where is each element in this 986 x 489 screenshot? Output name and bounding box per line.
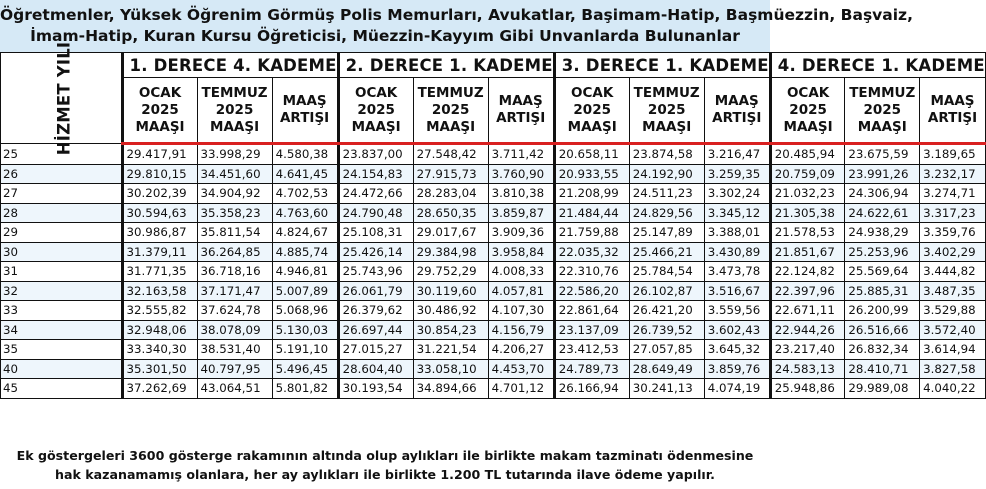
column-header-line: MAAŞ: [714, 93, 759, 109]
salary-cell: 26.061,79: [338, 281, 413, 301]
salary-cell: 5.068,96: [272, 301, 338, 321]
ocak-column-header: [122, 78, 197, 144]
salary-cell: 29.989,08: [845, 379, 920, 399]
salary-cell: 32.555,82: [122, 301, 197, 321]
hizmet-yili-cell: 31: [1, 262, 123, 282]
column-header-line: 2025: [357, 101, 395, 118]
salary-cell: 3.958,84: [488, 242, 554, 262]
salary-cell: 22.397,96: [770, 281, 845, 301]
column-header-line: TEMMUZ: [201, 84, 268, 101]
hizmet-yili-cell: 33: [1, 301, 123, 321]
salary-cell: 3.909,36: [488, 223, 554, 243]
footnote: [0, 443, 770, 489]
column-header-line: ARTIŞI: [712, 110, 762, 126]
salary-cell: 3.317,23: [920, 203, 986, 223]
salary-cell: 25.108,31: [338, 223, 413, 243]
artis-column-header: [488, 78, 554, 144]
column-header-line: MAAŞI: [567, 118, 617, 135]
salary-cell: 22.124,82: [770, 262, 845, 282]
salary-cell: 22.586,20: [554, 281, 629, 301]
salary-cell: 33.340,30: [122, 340, 197, 360]
salary-cell: 3.430,89: [704, 242, 770, 262]
salary-cell: 25.426,14: [338, 242, 413, 262]
group-header: 3. DERECE 1. KADEME: [554, 53, 770, 78]
column-header-line: OCAK: [138, 84, 182, 101]
hizmet-yili-cell: 26: [1, 164, 123, 184]
salary-cell: 4.107,30: [488, 301, 554, 321]
salary-cell: 30.193,54: [338, 379, 413, 399]
table-row: [1, 262, 986, 282]
salary-cell: 22.944,26: [770, 320, 845, 340]
salary-cell: 38.531,40: [197, 340, 272, 360]
temmuz-column-header: [629, 78, 704, 144]
salary-cell: 3.259,35: [704, 164, 770, 184]
column-header-line: 2025: [573, 101, 611, 118]
column-header-line: 2025: [141, 101, 179, 118]
salary-cell: 21.484,44: [554, 203, 629, 223]
salary-cell: 4.008,33: [488, 262, 554, 282]
column-header-line: MAAŞ: [498, 93, 543, 109]
salary-cell: 29.384,98: [413, 242, 488, 262]
salary-cell: 43.064,51: [197, 379, 272, 399]
salary-cell: 4.206,27: [488, 340, 554, 360]
salary-cell: 22.861,64: [554, 301, 629, 321]
salary-cell: 36.718,16: [197, 262, 272, 282]
salary-cell: 24.583,13: [770, 359, 845, 379]
salary-cell: 26.516,66: [845, 320, 920, 340]
salary-cell: 30.119,60: [413, 281, 488, 301]
table-row: [1, 320, 986, 340]
salary-cell: 4.702,53: [272, 184, 338, 204]
salary-cell: 26.200,99: [845, 301, 920, 321]
group-header: 1. DERECE 4. KADEME: [122, 53, 338, 78]
column-header-line: ARTIŞI: [496, 110, 546, 126]
salary-cell: 5.191,10: [272, 340, 338, 360]
salary-cell: 22.310,76: [554, 262, 629, 282]
table-row: [1, 184, 986, 204]
column-header-line: TEMMUZ: [633, 84, 700, 101]
salary-cell: 27.915,73: [413, 164, 488, 184]
salary-cell: 25.743,96: [338, 262, 413, 282]
salary-cell: 34.451,60: [197, 164, 272, 184]
ocak-column-header: [770, 78, 845, 144]
salary-cell: 22.671,11: [770, 301, 845, 321]
salary-cell: 5.007,89: [272, 281, 338, 301]
salary-cell: 30.594,63: [122, 203, 197, 223]
salary-cell: 4.885,74: [272, 242, 338, 262]
salary-cell: 3.810,38: [488, 184, 554, 204]
salary-cell: 4.057,81: [488, 281, 554, 301]
table-row: [1, 340, 986, 360]
salary-cell: 26.739,52: [629, 320, 704, 340]
table-row: [1, 144, 986, 165]
salary-cell: 3.859,87: [488, 203, 554, 223]
salary-cell: 24.511,23: [629, 184, 704, 204]
table-body: [1, 144, 986, 399]
salary-cell: 4.040,22: [920, 379, 986, 399]
salary-cell: 4.946,81: [272, 262, 338, 282]
title-line-2: İmam-Hatip, Kuran Kursu Öğreticisi, Müezzin-Kayyım Gibi Unvanlarda Bulunanlar: [30, 27, 740, 45]
column-header-line: 2025: [863, 101, 902, 118]
column-header-line: OCAK: [354, 84, 398, 101]
salary-cell: 21.578,53: [770, 223, 845, 243]
salary-cell: 21.851,67: [770, 242, 845, 262]
salary-cell: 4.453,70: [488, 359, 554, 379]
column-header-line: OCAK: [786, 84, 830, 101]
salary-cell: 4.580,38: [272, 144, 338, 165]
salary-cell: 24.622,61: [845, 203, 920, 223]
column-header-line: 2025: [215, 101, 254, 118]
salary-cell: 30.986,87: [122, 223, 197, 243]
salary-cell: 25.569,64: [845, 262, 920, 282]
ocak-column-header: [554, 78, 629, 144]
salary-cell: 3.572,40: [920, 320, 986, 340]
salary-cell: 3.487,35: [920, 281, 986, 301]
hizmet-yili-cell: 32: [1, 281, 123, 301]
salary-cell: 3.216,47: [704, 144, 770, 165]
salary-cell: 3.402,29: [920, 242, 986, 262]
group-header-row: [1, 53, 986, 78]
salary-cell: 28.410,71: [845, 359, 920, 379]
salary-cell: 4.156,79: [488, 320, 554, 340]
page-title: [0, 0, 913, 52]
salary-cell: 35.811,54: [197, 223, 272, 243]
salary-cell: 20.933,55: [554, 164, 629, 184]
salary-cell: 30.854,23: [413, 320, 488, 340]
table-row: [1, 164, 986, 184]
salary-cell: 28.650,35: [413, 203, 488, 223]
salary-cell: 28.649,49: [629, 359, 704, 379]
salary-cell: 31.771,35: [122, 262, 197, 282]
artis-column-header: [704, 78, 770, 144]
title-line-1: Öğretmenler, Yüksek Öğrenim Görmüş Polis Memurları, Avukatlar, Başimam-Hatip, Başmüezzin, Başvaiz,: [0, 6, 913, 24]
salary-cell: 3.388,01: [704, 223, 770, 243]
salary-cell: 34.904,92: [197, 184, 272, 204]
salary-cell: 31.379,11: [122, 242, 197, 262]
salary-cell: 23.991,26: [845, 164, 920, 184]
salary-cell: 29.810,15: [122, 164, 197, 184]
salary-cell: 38.078,09: [197, 320, 272, 340]
column-header-line: MAAŞI: [351, 118, 401, 135]
salary-cell: 26.166,94: [554, 379, 629, 399]
salary-cell: 30.241,13: [629, 379, 704, 399]
salary-cell: 37.262,69: [122, 379, 197, 399]
salary-cell: 29.417,91: [122, 144, 197, 165]
salary-cell: 23.874,58: [629, 144, 704, 165]
footnote-line-2: hak kazanamamış olanlara, her ay aylıkları ile birlikte 1.200 TL tutarında ilave ödeme yapılır.: [55, 467, 715, 482]
salary-cell: 27.548,42: [413, 144, 488, 165]
salary-cell: 21.305,38: [770, 203, 845, 223]
salary-cell: 33.998,29: [197, 144, 272, 165]
salary-cell: 29.017,67: [413, 223, 488, 243]
temmuz-column-header: [845, 78, 920, 144]
salary-cell: 4.701,12: [488, 379, 554, 399]
salary-cell: 25.784,54: [629, 262, 704, 282]
hizmet-yili-cell: 28: [1, 203, 123, 223]
salary-cell: 23.412,53: [554, 340, 629, 360]
salary-cell: 25.948,86: [770, 379, 845, 399]
salary-cell: 37.171,47: [197, 281, 272, 301]
salary-cell: 26.102,87: [629, 281, 704, 301]
column-header-line: 2025: [431, 101, 470, 118]
salary-cell: 3.189,65: [920, 144, 986, 165]
table-row: [1, 359, 986, 379]
salary-cell: 32.948,06: [122, 320, 197, 340]
salary-cell: 3.359,76: [920, 223, 986, 243]
hizmet-yili-header: HİZMET YILI: [1, 53, 123, 144]
column-header-line: MAAŞI: [426, 118, 476, 135]
hizmet-yili-cell: 35: [1, 340, 123, 360]
salary-cell: 3.827,58: [920, 359, 986, 379]
salary-cell: 3.602,43: [704, 320, 770, 340]
salary-cell: 23.675,59: [845, 144, 920, 165]
table-row: [1, 301, 986, 321]
salary-cell: 25.147,89: [629, 223, 704, 243]
salary-cell: 3.529,88: [920, 301, 986, 321]
table-row: [1, 281, 986, 301]
salary-cell: 5.496,45: [272, 359, 338, 379]
hizmet-yili-cell: 34: [1, 320, 123, 340]
salary-cell: 24.829,56: [629, 203, 704, 223]
salary-cell: 23.837,00: [338, 144, 413, 165]
salary-cell: 25.466,21: [629, 242, 704, 262]
salary-cell: 4.074,19: [704, 379, 770, 399]
salary-cell: 33.058,10: [413, 359, 488, 379]
salary-cell: 4.763,60: [272, 203, 338, 223]
salary-cell: 21.032,23: [770, 184, 845, 204]
hizmet-yili-cell: 30: [1, 242, 123, 262]
salary-cell: 3.473,78: [704, 262, 770, 282]
salary-cell: 24.154,83: [338, 164, 413, 184]
hizmet-yili-cell: 45: [1, 379, 123, 399]
salary-cell: 24.192,90: [629, 164, 704, 184]
column-header-line: MAAŞ: [282, 93, 327, 109]
column-header-line: 2025: [789, 101, 827, 118]
footnote-line-1: Ek göstergeleri 3600 gösterge rakamının altında olup aylıkları ile birlikte makam tazminatı ödenmesine: [16, 448, 754, 463]
artis-column-header: [272, 78, 338, 144]
salary-cell: 24.790,48: [338, 203, 413, 223]
salary-cell: 24.472,66: [338, 184, 413, 204]
salary-cell: 24.306,94: [845, 184, 920, 204]
salary-cell: 35.358,23: [197, 203, 272, 223]
salary-cell: 24.789,73: [554, 359, 629, 379]
group-header: 4. DERECE 1. KADEME: [770, 53, 985, 78]
salary-cell: 34.894,66: [413, 379, 488, 399]
column-header-line: MAAŞI: [210, 118, 260, 135]
salary-cell: 21.759,88: [554, 223, 629, 243]
salary-cell: 4.641,45: [272, 164, 338, 184]
artis-column-header: [920, 78, 986, 144]
hizmet-yili-cell: 25: [1, 144, 123, 165]
salary-cell: 3.760,90: [488, 164, 554, 184]
salary-cell: 3.345,12: [704, 203, 770, 223]
salary-cell: 30.202,39: [122, 184, 197, 204]
salary-cell: 5.130,03: [272, 320, 338, 340]
salary-cell: 26.379,62: [338, 301, 413, 321]
salary-cell: 30.486,92: [413, 301, 488, 321]
group-header: 2. DERECE 1. KADEME: [338, 53, 554, 78]
salary-cell: 3.516,67: [704, 281, 770, 301]
salary-cell: 3.614,94: [920, 340, 986, 360]
salary-cell: 20.485,94: [770, 144, 845, 165]
salary-cell: 20.658,11: [554, 144, 629, 165]
column-header-line: TEMMUZ: [417, 84, 484, 101]
salary-cell: 26.697,44: [338, 320, 413, 340]
salary-cell: 3.302,24: [704, 184, 770, 204]
column-header-line: ARTIŞI: [279, 110, 330, 126]
salary-cell: 31.221,54: [413, 340, 488, 360]
salary-cell: 26.832,34: [845, 340, 920, 360]
salary-cell: 3.711,42: [488, 144, 554, 165]
ocak-column-header: [338, 78, 413, 144]
hizmet-yili-cell: 27: [1, 184, 123, 204]
table-row: [1, 223, 986, 243]
salary-cell: 36.264,85: [197, 242, 272, 262]
column-header-line: MAAŞI: [783, 118, 833, 135]
salary-cell: 3.559,56: [704, 301, 770, 321]
salary-cell: 28.604,40: [338, 359, 413, 379]
salary-cell: 3.859,76: [704, 359, 770, 379]
temmuz-column-header: [413, 78, 488, 144]
salary-cell: 3.444,82: [920, 262, 986, 282]
salary-cell: 28.283,04: [413, 184, 488, 204]
salary-cell: 3.274,71: [920, 184, 986, 204]
hizmet-yili-cell: 29: [1, 223, 123, 243]
salary-cell: 32.163,58: [122, 281, 197, 301]
salary-table: [0, 41, 986, 399]
salary-cell: 5.801,82: [272, 379, 338, 399]
column-header-line: ARTIŞI: [927, 110, 978, 126]
salary-cell: 25.885,31: [845, 281, 920, 301]
salary-cell: 4.824,67: [272, 223, 338, 243]
salary-cell: 26.421,20: [629, 301, 704, 321]
salary-cell: 22.035,32: [554, 242, 629, 262]
column-header-line: MAAŞI: [642, 118, 692, 135]
column-header-line: MAAŞ: [930, 93, 975, 109]
column-header-line: 2025: [647, 101, 686, 118]
salary-cell: 40.797,95: [197, 359, 272, 379]
column-header-row: [1, 78, 986, 144]
salary-cell: 21.208,99: [554, 184, 629, 204]
column-header-line: MAAŞI: [135, 118, 185, 135]
column-header-line: TEMMUZ: [849, 84, 916, 101]
table-row: [1, 379, 986, 399]
salary-cell: 37.624,78: [197, 301, 272, 321]
salary-cell: 23.137,09: [554, 320, 629, 340]
hizmet-yili-cell: 40: [1, 359, 123, 379]
salary-cell: 35.301,50: [122, 359, 197, 379]
salary-cell: 25.253,96: [845, 242, 920, 262]
temmuz-column-header: [197, 78, 272, 144]
salary-cell: 27.015,27: [338, 340, 413, 360]
table-row: [1, 203, 986, 223]
column-header-line: OCAK: [571, 84, 614, 101]
salary-cell: 20.759,09: [770, 164, 845, 184]
table-row: [1, 242, 986, 262]
salary-cell: 27.057,85: [629, 340, 704, 360]
salary-cell: 29.752,29: [413, 262, 488, 282]
salary-cell: 24.938,29: [845, 223, 920, 243]
salary-cell: 23.217,40: [770, 340, 845, 360]
column-header-line: MAAŞI: [857, 118, 907, 135]
salary-cell: 3.645,32: [704, 340, 770, 360]
salary-cell: 3.232,17: [920, 164, 986, 184]
